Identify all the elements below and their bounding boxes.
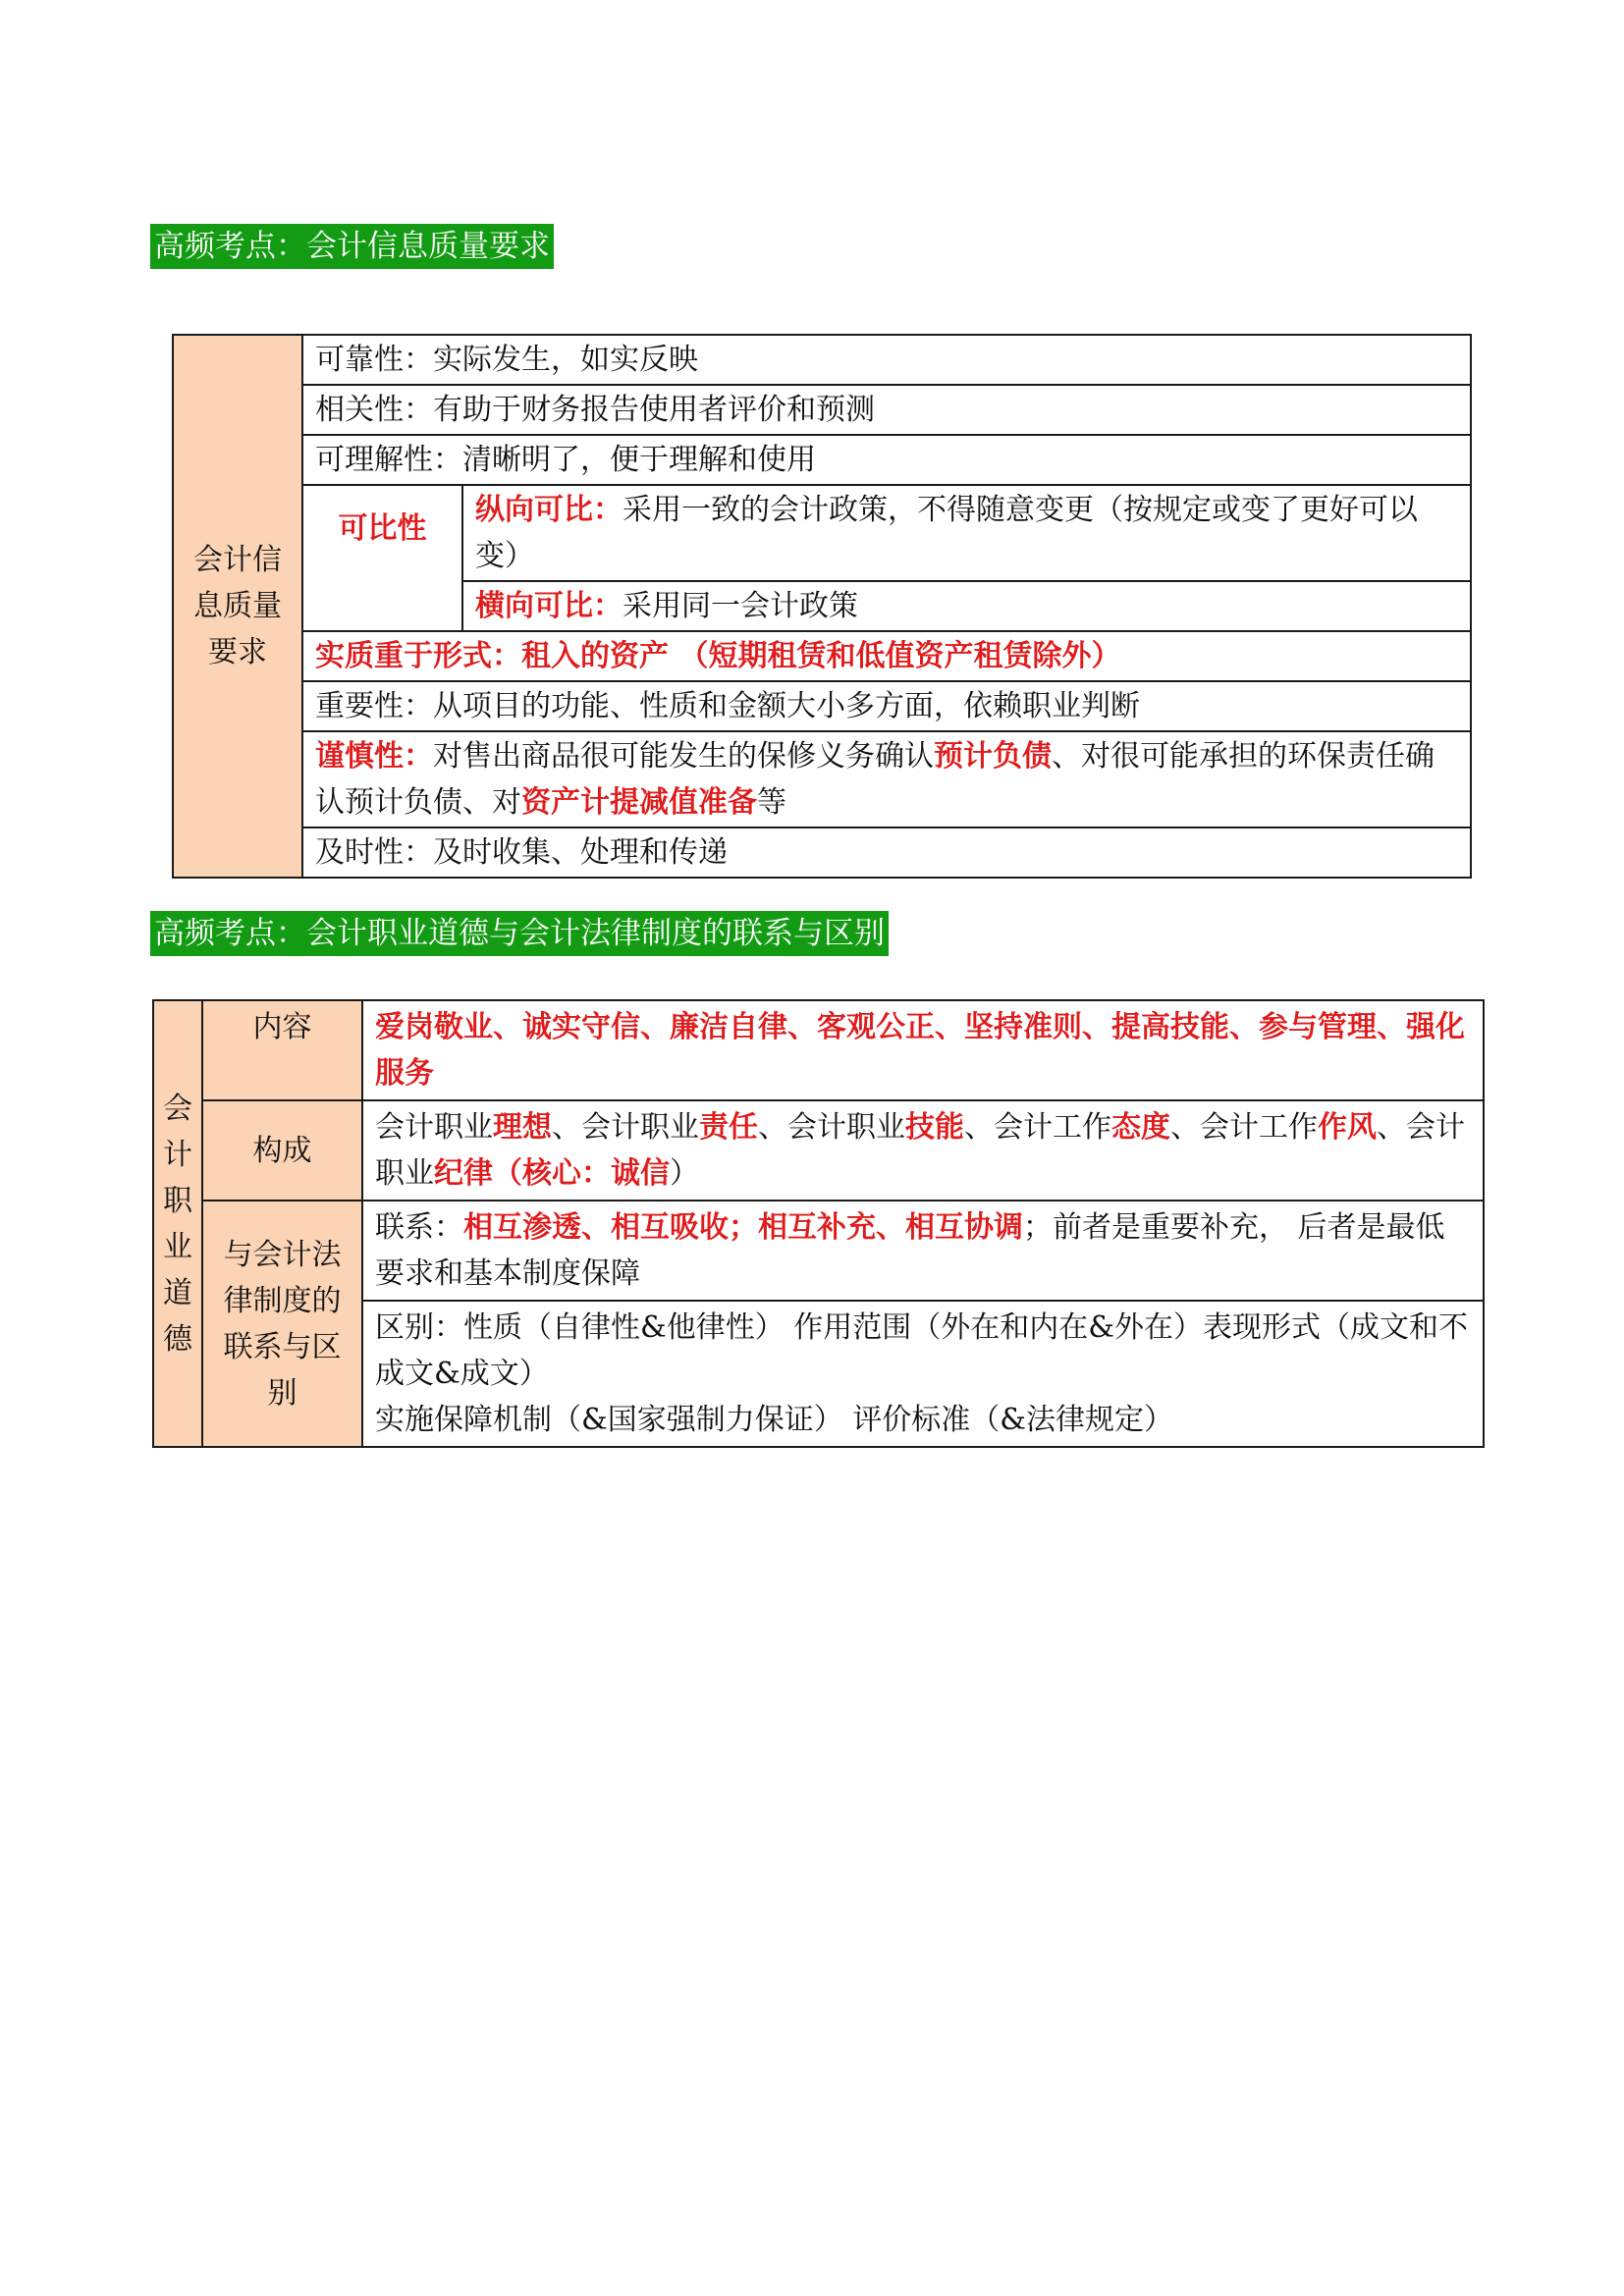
horizontal-text: 采用同一会计政策 bbox=[623, 589, 858, 623]
structure-keyword: 纪律（核心：诚信 bbox=[434, 1156, 670, 1191]
section-heading-quality: 高频考点：会计信息质量要求 bbox=[150, 224, 554, 269]
prudence-highlight-2: 资产计提减值准备 bbox=[521, 785, 757, 820]
section-heading-ethics: 高频考点：会计职业道德与会计法律制度的联系与区别 bbox=[150, 911, 889, 956]
vertical-label: 纵向可比： bbox=[475, 493, 623, 527]
structure-part: ） bbox=[670, 1156, 699, 1191]
relation-label bbox=[202, 1201, 362, 1447]
category-label: 会计信息质量要求 bbox=[193, 543, 282, 669]
prudence-text-3: 等 bbox=[757, 785, 786, 820]
structure-part: 会计职业 bbox=[375, 1110, 493, 1145]
structure-keyword: 理想 bbox=[493, 1110, 552, 1145]
category-cell bbox=[173, 335, 302, 878]
structure-label: 构成 bbox=[202, 1100, 362, 1201]
link-keywords: 相互渗透、相互吸收；相互补充、相互协调 bbox=[463, 1210, 1023, 1245]
horizontal-label: 横向可比： bbox=[475, 589, 623, 623]
row-horizontal-comparability bbox=[462, 581, 1471, 631]
link-prefix: 联系： bbox=[375, 1210, 463, 1245]
structure-part: 、会计工作 bbox=[964, 1110, 1111, 1145]
row-understandability: 可理解性：清晰明了，便于理解和使用 bbox=[302, 435, 1471, 485]
row-reliability: 可靠性：实际发生，如实反映 bbox=[302, 335, 1471, 385]
row-relevance: 相关性：有助于财务报告使用者评价和预测 bbox=[302, 385, 1471, 435]
structure-keyword: 作风 bbox=[1318, 1110, 1377, 1145]
link-suffix: ；前者是重要补充， 后者是最低要求和基本制度保障 bbox=[375, 1210, 1445, 1291]
quality-requirements-table bbox=[172, 334, 1472, 879]
structure-part: 、会计职业 bbox=[758, 1110, 905, 1145]
structure-keyword: 责任 bbox=[699, 1110, 758, 1145]
row-timeliness: 及时性：及时收集、处理和传递 bbox=[302, 828, 1471, 878]
difference-text bbox=[362, 1301, 1484, 1447]
row-materiality: 重要性：从项目的功能、性质和金额大小多方面，依赖职业判断 bbox=[302, 681, 1471, 731]
structure-keyword: 态度 bbox=[1111, 1110, 1170, 1145]
prudence-label: 谨慎性： bbox=[315, 739, 433, 774]
difference-line-1: 区别：性质（自律性&他律性） 作用范围（外在和内在&外在）表现形式（成文和不成文&成文） bbox=[375, 1310, 1468, 1391]
ethics-category-cell bbox=[153, 1000, 202, 1447]
prudence-highlight-1: 预计负债 bbox=[934, 739, 1052, 774]
structure-keyword: 技能 bbox=[905, 1110, 964, 1145]
structure-part: 、会计职业 bbox=[375, 1110, 1465, 1191]
difference-line-2: 实施保障机制（&国家强制力保证） 评价标准（&法律规定） bbox=[375, 1403, 1173, 1437]
structure-text bbox=[362, 1100, 1484, 1201]
comparability-label: 可比性 bbox=[302, 485, 462, 631]
relation-label-text: 与会计法律制度的联系与区别 bbox=[223, 1237, 342, 1411]
vertical-text: 采用一致的会计政策，不得随意变更（按规定或变了更好可以变） bbox=[475, 493, 1418, 573]
link-text bbox=[362, 1201, 1484, 1301]
structure-part: 、会计工作 bbox=[1170, 1110, 1318, 1145]
prudence-text-2: 、对很可能承担的环保责任确认预计负债、对 bbox=[315, 739, 1435, 820]
structure-part: 、会计职业 bbox=[552, 1110, 699, 1145]
row-vertical-comparability bbox=[462, 485, 1471, 581]
content-text: 爱岗敬业、诚实守信、廉洁自律、客观公正、坚持准则、提高技能、参与管理、强化服务 bbox=[362, 1000, 1484, 1100]
content-label: 内容 bbox=[202, 1000, 362, 1100]
prudence-text-1: 对售出商品很可能发生的保修义务确认 bbox=[433, 739, 934, 774]
row-prudence bbox=[302, 731, 1471, 828]
ethics-law-table bbox=[152, 999, 1485, 1448]
row-substance-over-form: 实质重于形式：租入的资产 （短期租赁和低值资产租赁除外） bbox=[302, 631, 1471, 681]
ethics-category-label: 会计职业道德 bbox=[163, 1091, 192, 1357]
